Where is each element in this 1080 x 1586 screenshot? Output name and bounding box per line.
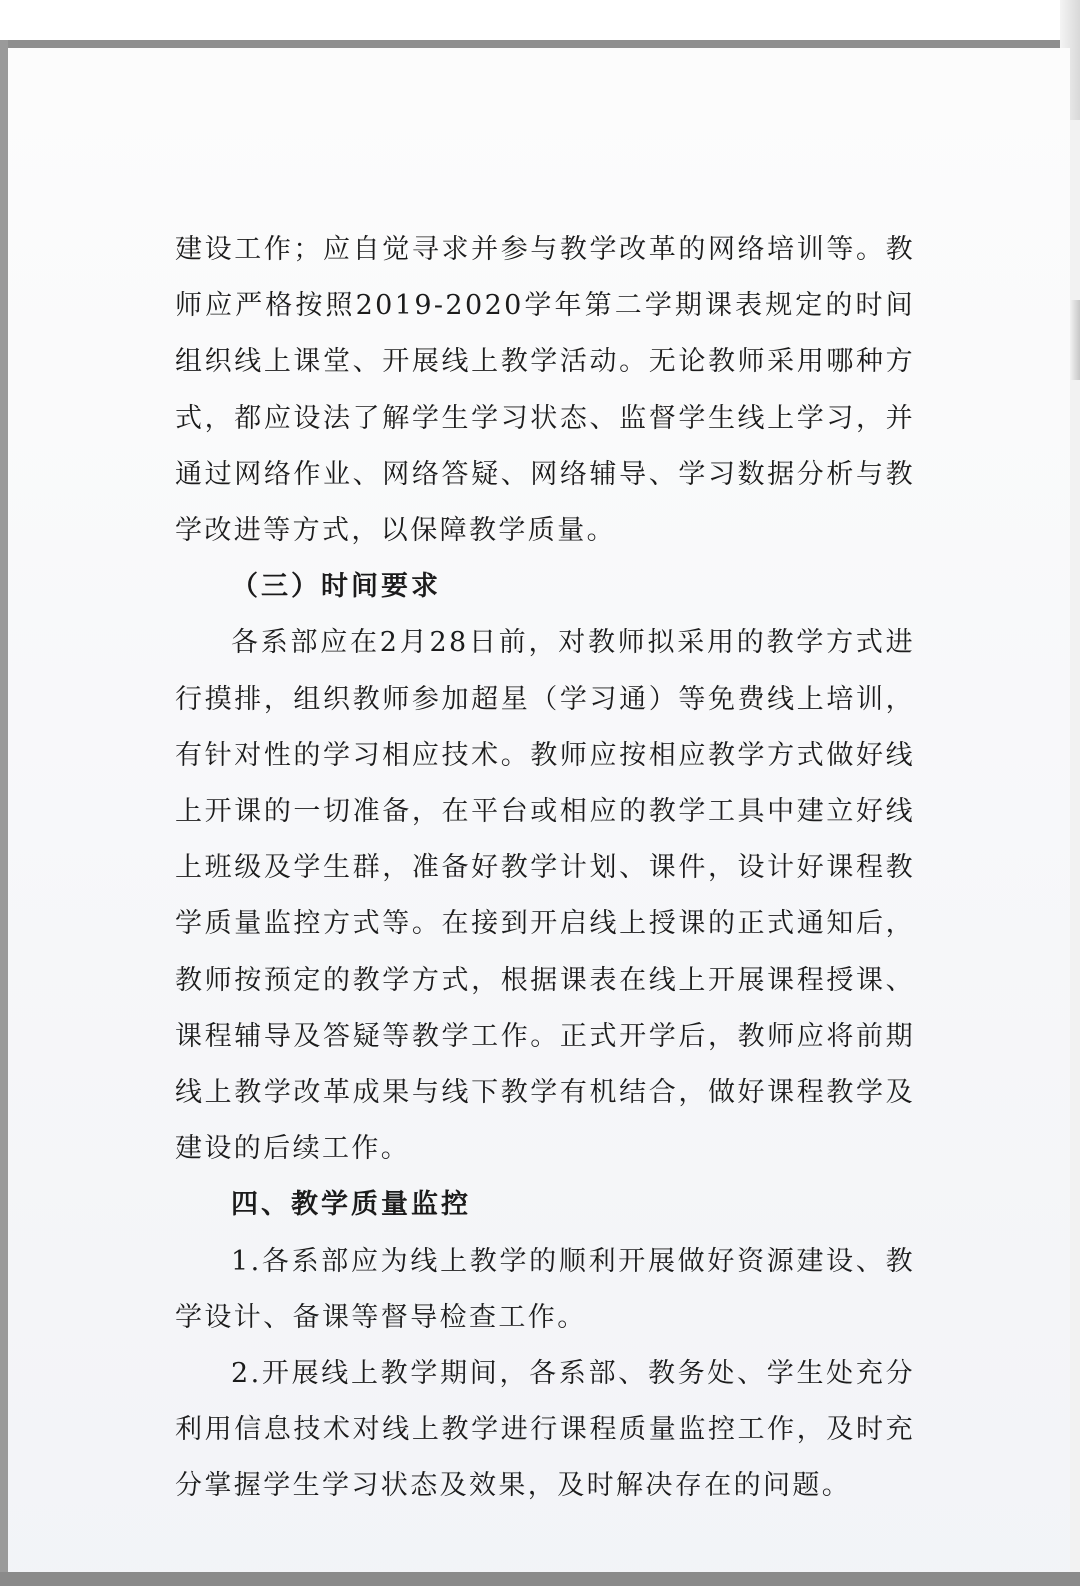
section-subheading-time-requirements: （三）时间要求 <box>231 571 441 603</box>
scroll-indicator <box>1070 300 1080 380</box>
paragraph-time-requirements: 各系部应在2月28日前，对教师拟采用的教学方式进行摸排，组织教师参加超星（学习通）等免费线上培训，有针对性的学习相应技术。教师应按相应教学方式做好线上开课的一切准备，在平台或相应的教学工具中建立好线上班级及学生群，准备好教学计划、课件，设计好课程教学质量监控方式等。在接到开启线上授课的正式通知后，教师按预定的教学方式，根据课表在线上开展课程授课、课程辅导及答疑等教学工作。正式开学后，教师应将前期线上教学改革成果与线下教学有机结合，做好课程教学及建设的后续工作。 <box>175 627 915 1165</box>
page-top-edge <box>0 40 1080 48</box>
page-left-edge <box>0 40 8 1580</box>
list-item-2: 2.开展线上教学期间，各系部、教务处、学生处充分利用信息技术对线上教学进行课程质量监控工作，及时充分掌握学生学习状态及效果，及时解决存在的问题。 <box>175 1358 915 1502</box>
top-bar <box>0 0 1080 44</box>
document-page[interactable] <box>8 48 1070 1572</box>
page-bottom-edge <box>0 1572 1080 1586</box>
list-item-1: 1.各系部应为线上教学的顺利开展做好资源建设、教学设计、备课等督导检查工作。 <box>175 1245 915 1333</box>
document-body <box>175 222 915 1515</box>
section-heading-quality-monitoring: 四、教学质量监控 <box>231 1189 471 1221</box>
paragraph-continued: 建设工作；应自觉寻求并参与教学改革的网络培训等。教师应严格按照2019-2020学年第二学期课表规定的时间组织线上课堂、开展线上教学活动。无论教师采用哪种方式，都应设法了解学生学习状态、监督学生线上学习，并通过网络作业、网络答疑、网络辅导、学习数据分析与教学改进等方式，以保障教学质量。 <box>175 234 915 547</box>
